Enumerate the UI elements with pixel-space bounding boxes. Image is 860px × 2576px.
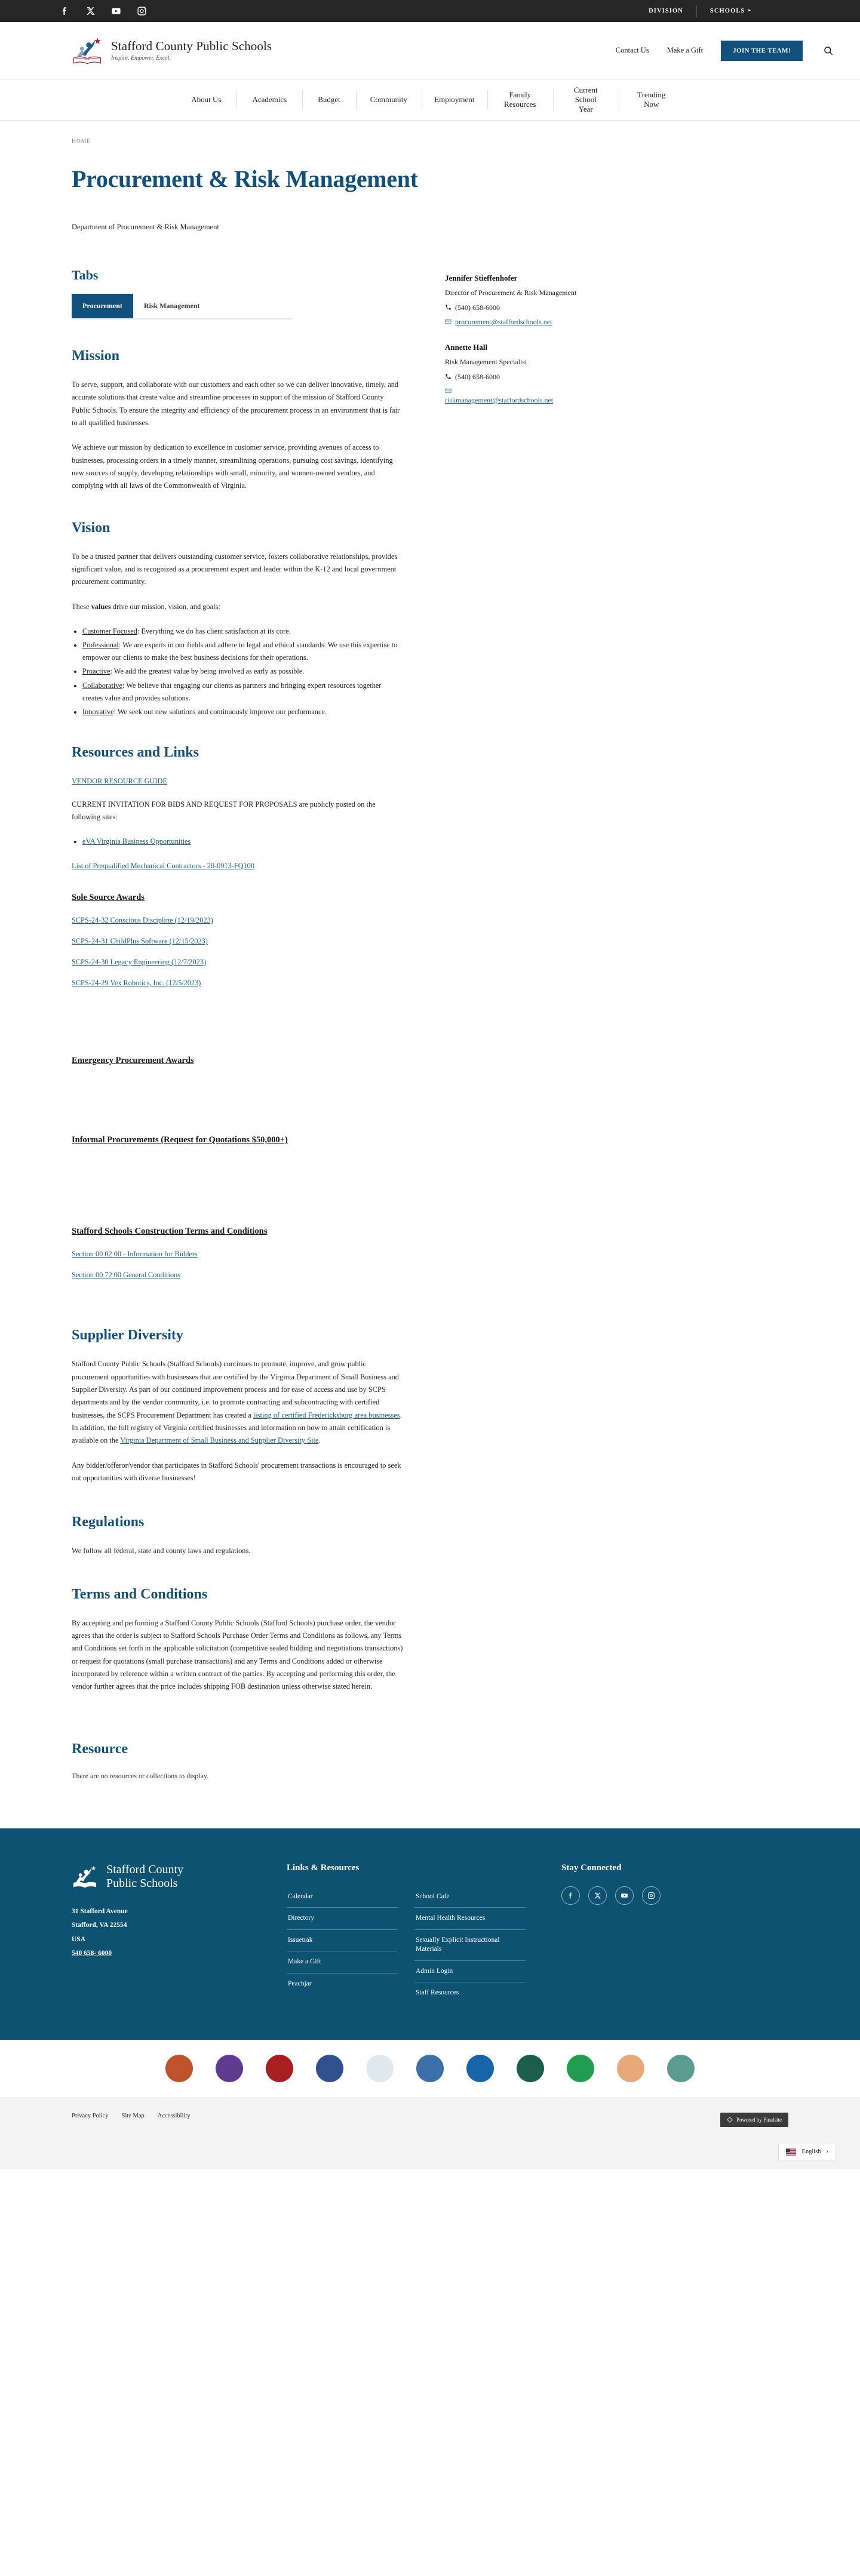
chevron-right-icon: ›: [826, 2148, 828, 2156]
nav-item-budget[interactable]: Budget: [302, 79, 356, 120]
value-term: Proactive: [82, 667, 110, 676]
topbar-schools-link[interactable]: [697, 8, 764, 14]
sole-source-award-link[interactable]: SCPS-24-30 Legacy Engineering (12/7/2023): [72, 958, 207, 967]
topbar-division-label: DIVISION: [649, 8, 683, 14]
sd-text-b: . In addition, the full registry of Virginia certified businesses and information on how to attain certification is available on the: [72, 1410, 402, 1445]
footer-address-line-3: USA: [72, 1935, 86, 1943]
search-icon[interactable]: [821, 43, 836, 59]
envelope-icon: [445, 317, 452, 324]
footer-link-issuetrak[interactable]: Issuetrak: [287, 1930, 398, 1952]
construction-link-line: [72, 1250, 403, 1259]
value-term: Professional: [82, 641, 119, 650]
footer-link-admin-login[interactable]: Admin Login: [414, 1961, 526, 1983]
nav-item-current-school-year[interactable]: Current School Year: [553, 79, 619, 120]
contact-role: Director of Procurement & Risk Management: [445, 288, 577, 297]
sd-text-a: Stafford County Public Schools (Stafford Schools) continues to promote, improve, and grow public procurement opportunities with businesses that are certified by the Virginia Department of Small Business and Supplier Diversity. As part of our continued improvement process and for ease of access and use by SCPS departments and by the vendor community, i.e. to promote contracting and subcontracting with certified businesses, the SCPS Procurement Department has created a: [72, 1360, 399, 1419]
sole-source-award-link[interactable]: SCPS-24-29 Vex Robotics, Inc. (12/5/2023): [72, 979, 201, 988]
footer-address-line-1: 31 Stafford Avenue: [72, 1907, 128, 1915]
topbar-social-list: [60, 6, 147, 16]
bottom-bar: [0, 2097, 860, 2169]
resource-heading: Resource: [72, 1741, 128, 1757]
terms-paragraph: By accepting and performing a Stafford County Public Schools (Stafford Schools) purchase order, the vendor agrees that the order is subject to Stafford Schools Purchase Order Terms and Conditions as follows, any Terms and Conditions set forth in the applicable solicitation (competitive sealed bidding and negotiations transactions) or request for quotations (small purchase transactions) and any Terms and Conditions added or otherwise incorporated by reference within a written contract of the parties. By accepting and performing this order, the vendor further agrees that the price includes shipping FOB destination unless otherwise stated herein.: [72, 1618, 403, 1691]
regulations-heading: Regulations: [72, 1514, 145, 1530]
phone-icon: [445, 303, 452, 309]
emergency-procurement-awards-heading: Emergency Procurement Awards: [72, 1056, 194, 1066]
contact-email-row: [445, 386, 642, 406]
value-term: Customer Focused: [82, 626, 137, 635]
footer-links-heading: Links & Resources: [287, 1862, 360, 1873]
accessibility-link[interactable]: Accessibility: [157, 2112, 191, 2119]
top-utility-bar: [0, 0, 860, 22]
phone-icon: [445, 372, 452, 379]
breadcrumb-home-link[interactable]: HOME: [72, 139, 91, 145]
join-the-team-button[interactable]: JOIN THE TEAM!: [721, 41, 803, 61]
page-content: [0, 121, 860, 1781]
values-item: [82, 706, 403, 718]
badge-icon: [165, 2055, 193, 2082]
instagram-icon[interactable]: [642, 1886, 661, 1905]
sole-source-award-link[interactable]: SCPS-24-31 ChildPlus Software (12/15/2023): [72, 937, 208, 946]
contact-phone-row: [445, 302, 642, 313]
award-line: [72, 958, 403, 967]
tab-procurement[interactable]: Procurement: [72, 294, 133, 318]
bottom-bar-wrapper: [0, 2097, 860, 2169]
stay-connected-heading: Stay Connected: [561, 1862, 622, 1873]
badge-icon: [216, 2055, 243, 2082]
nav-item-employment[interactable]: Employment: [422, 79, 487, 120]
resources-heading: Resources and Links: [72, 744, 199, 760]
badge-icon: [466, 2055, 494, 2082]
contact-email-row: [445, 316, 642, 328]
us-flag-icon: [786, 2148, 796, 2156]
section-00-72-00-link[interactable]: Section 00 72 00 General Conditions: [72, 1271, 181, 1280]
topbar-right-links: [635, 5, 836, 17]
envelope-icon: [445, 386, 452, 393]
nav-item-trending-now[interactable]: Trending Now: [619, 79, 684, 120]
footer-phone-link[interactable]: 540 658- 6000: [72, 1950, 112, 1957]
value-text: : We are experts in our fields and adhere to legal and ethical standards. We use this expertise to empower our clients to make the best business decisions for their operations.: [82, 641, 398, 662]
powered-by-label: Powered by Finalsite: [736, 2116, 782, 2123]
footer-link-make-a-gift[interactable]: Make a Gift: [287, 1951, 398, 1974]
brand-name: Stafford County Public Schools: [111, 38, 272, 53]
award-line: [72, 916, 403, 925]
nav-item-about-us[interactable]: About Us: [191, 94, 222, 104]
footer-address-line-2: Stafford, VA 22554: [72, 1922, 127, 1929]
contact-name: Annette Hall: [445, 342, 488, 352]
contact-phone-row: [445, 371, 642, 383]
contact-phone: (540) 658-6000: [455, 372, 500, 381]
site-header: [0, 22, 860, 79]
accreditation-badges-strip: [0, 2040, 860, 2097]
value-term: Collaborative: [82, 681, 122, 690]
construction-terms-heading: Stafford Schools Construction Terms and Conditions: [72, 1226, 268, 1237]
prequalified-contractors-link[interactable]: List of Prequalified Mechanical Contractors - 20-0913-FQ100: [72, 862, 254, 871]
site-footer: [0, 1828, 860, 2040]
contact-name: Jennifer Stieffenhofer: [445, 273, 518, 282]
contact-email-link[interactable]: procurement@staffordschools.net: [455, 318, 552, 327]
footer-logo-row: [72, 1863, 251, 1890]
award-line: [72, 937, 403, 946]
values-intro-pre: These: [72, 602, 91, 611]
badge-icon: [567, 2055, 594, 2082]
powered-by-finalsite-badge[interactable]: [720, 2113, 788, 2127]
resource-empty-text: There are no resources or collections to display.: [72, 1771, 209, 1780]
value-text: : We add the greatest value by being involved as early as possible.: [110, 667, 305, 676]
values-item: [82, 680, 403, 705]
finalsite-diamond-icon: [727, 2117, 733, 2123]
badge-icon: [617, 2055, 644, 2082]
contact-card: [445, 343, 642, 407]
footer-link-peachjar[interactable]: Peachjar: [288, 1979, 312, 1987]
contact-card: [445, 273, 642, 328]
footer-link-sexually-explicit-instructional-materials[interactable]: Sexually Explicit Instructional Materials: [414, 1930, 526, 1961]
tab-risk-management[interactable]: Risk Management: [143, 302, 200, 310]
bid-sites-list: [82, 835, 403, 848]
vision-heading: Vision: [72, 519, 110, 536]
supplier-diversity-heading: Supplier Diversity: [72, 1327, 183, 1344]
youtube-icon[interactable]: [111, 6, 121, 16]
breadcrumb: [72, 139, 788, 145]
language-selector[interactable]: [778, 2144, 836, 2160]
bottom-links: [72, 2113, 191, 2119]
content-columns: [72, 268, 788, 1781]
sd-text-c: .: [318, 1436, 321, 1445]
value-text: : We believe that engaging our clients as partners and bringing expert resources together creates value and provides solutions.: [82, 681, 382, 702]
sole-source-awards-heading: Sole Source Awards: [72, 893, 145, 903]
nav-item-academics[interactable]: Academics: [236, 79, 302, 120]
page-title: Procurement & Risk Management: [72, 165, 418, 192]
main-column: [72, 268, 403, 1781]
nav-item-family-resources[interactable]: Family Resources: [487, 79, 553, 120]
supplier-diversity-paragraph-2: Any bidder/offeror/vendor that participates in Stafford Schools' procurement transactions is encouraged to seek out opportunities with diverse businesses!: [72, 1461, 401, 1482]
values-item: [82, 625, 403, 638]
x-twitter-icon[interactable]: [85, 6, 96, 16]
footer-links-column-1: [287, 1886, 398, 2004]
topbar-division-link[interactable]: [635, 8, 696, 14]
footer-social-block: [561, 1863, 788, 2004]
values-item: [82, 639, 403, 664]
value-text: : We seek out new solutions and continuously improve our performance.: [113, 707, 327, 716]
values-item: [82, 665, 403, 678]
privacy-policy-link[interactable]: Privacy Policy: [72, 2112, 109, 2119]
footer-link-staff-resources[interactable]: Staff Resources: [416, 1989, 459, 1997]
footer-brand-block: [72, 1863, 251, 2004]
eva-virginia-link[interactable]: eVA Virginia Business Opportunities: [82, 837, 191, 846]
footer-brand-line-2: Public Schools: [106, 1876, 178, 1890]
facebook-icon[interactable]: [561, 1886, 580, 1905]
informal-procurements-heading: Informal Procurements (Request for Quotations $50,000+): [72, 1135, 288, 1145]
list-item: [82, 835, 403, 848]
nav-item-community[interactable]: Community: [356, 79, 422, 120]
badge-icon: [517, 2055, 544, 2082]
contact-role: Risk Management Specialist: [445, 357, 527, 366]
sole-source-award-link[interactable]: SCPS-24-32 Conscious Discipline (12/19/2023): [72, 916, 213, 925]
value-term: Innovative: [82, 707, 114, 716]
header-make-a-gift-link[interactable]: Make a Gift: [666, 46, 704, 54]
mission-paragraph-2: We achieve our mission by dedication to excellence in customer service, providing avenues of access to businesses, processing orders in a timely manner, streamlining operations, pursuing cost savings, identifying new sources of supply, developing relationships with small, minority, and women-owned vendors, and complying with all laws of the Commonwealth of Virginia.: [72, 443, 393, 490]
prequalified-line: [72, 860, 403, 872]
vendor-resource-guide-link[interactable]: VENDOR RESOURCE GUIDE: [72, 776, 167, 785]
contact-sidebar: [445, 268, 642, 409]
site-map-link[interactable]: Site Map: [121, 2112, 145, 2119]
bids-paragraph: CURRENT INVITATION FOR BIDS AND REQUEST FOR PROPOSALS are publicly posted on the following sites:: [72, 800, 376, 822]
terms-and-conditions-heading: Terms and Conditions: [72, 1586, 208, 1602]
footer-address: [72, 1905, 251, 1961]
scps-logo-icon: [72, 1864, 98, 1890]
supplier-diversity-paragraph-1: [72, 1358, 403, 1447]
instagram-icon[interactable]: [137, 6, 147, 16]
site-logo-link[interactable]: [72, 35, 272, 66]
facebook-icon[interactable]: [60, 6, 70, 16]
virginia-dsbsd-site-link[interactable]: Virginia Department of Small Business and Supplier Diversity Site: [120, 1436, 319, 1445]
badge-icon: [316, 2055, 343, 2082]
department-line: Department of Procurement & Risk Management: [72, 223, 219, 231]
badge-icon: [266, 2055, 293, 2082]
scps-logo-icon: [72, 35, 103, 66]
youtube-icon[interactable]: [615, 1886, 634, 1905]
badge-icon: [366, 2055, 394, 2082]
contact-email-link[interactable]: riskmanagement@staffordschools.net: [445, 395, 554, 404]
values-intro-bold: values: [91, 602, 111, 611]
topbar-schools-label: SCHOOLS: [710, 8, 745, 14]
brand-tagline: Inspire. Empower. Excel.: [111, 55, 171, 62]
header-actions: [616, 41, 836, 61]
footer-links-block: [287, 1863, 526, 2004]
tabs-heading: Tabs: [72, 268, 99, 282]
section-00-02-00-link[interactable]: Section 00 02 00 - Information for Bidders: [72, 1250, 198, 1259]
footer-link-school-cafe[interactable]: School Cafe: [414, 1886, 526, 1908]
main-navigation: [0, 79, 860, 121]
regulations-paragraph: We follow all federal, state and county laws and regulations.: [72, 1547, 251, 1556]
certified-fredericksburg-businesses-link[interactable]: listing of certified Fredericksburg area businesses: [253, 1410, 400, 1419]
mission-heading: Mission: [72, 348, 120, 364]
header-contact-us-link[interactable]: Contact Us: [615, 46, 649, 54]
badge-icon: [416, 2055, 444, 2082]
language-label: English: [801, 2148, 821, 2156]
values-intro-post: drive our mission, vision, and goals:: [110, 602, 220, 611]
mission-paragraph-1: To serve, support, and collaborate with our customers and each other so we can deliver innovative, timely, and accurate solutions that create value and streamline processes in support of the mission of Stafford County Public Schools. To ensure the integrity and efficiency of the procurement process in an environment that is fair to all qualified businesses.: [72, 380, 400, 427]
footer-link-calendar[interactable]: Calendar: [287, 1886, 398, 1908]
footer-link-mental-health-resources[interactable]: Mental Health Resources: [414, 1908, 526, 1930]
footer-brand-line-1: Stafford County: [106, 1862, 184, 1876]
contact-phone: (540) 658-6000: [455, 303, 500, 312]
vision-paragraph-1: To be a trusted partner that delivers outstanding customer service, fosters collaborative relationships, provides significant value, and is recognized as a procurement expert and leader within the K-12 and local government procurement community.: [72, 552, 398, 586]
vendor-resource-guide-line: [72, 775, 403, 788]
footer-links-column-2: [414, 1886, 526, 2004]
award-line: [72, 979, 403, 988]
values-intro: [72, 601, 403, 613]
badge-icon: [667, 2055, 695, 2082]
construction-link-line: [72, 1271, 403, 1280]
values-list: [82, 625, 403, 718]
value-text: : Everything we do has client satisfaction at its core.: [137, 626, 291, 635]
tab-list: [72, 294, 293, 319]
footer-link-directory[interactable]: Directory: [287, 1908, 398, 1930]
chevron-right-icon: ▸: [748, 8, 751, 13]
x-twitter-icon[interactable]: [588, 1886, 607, 1905]
